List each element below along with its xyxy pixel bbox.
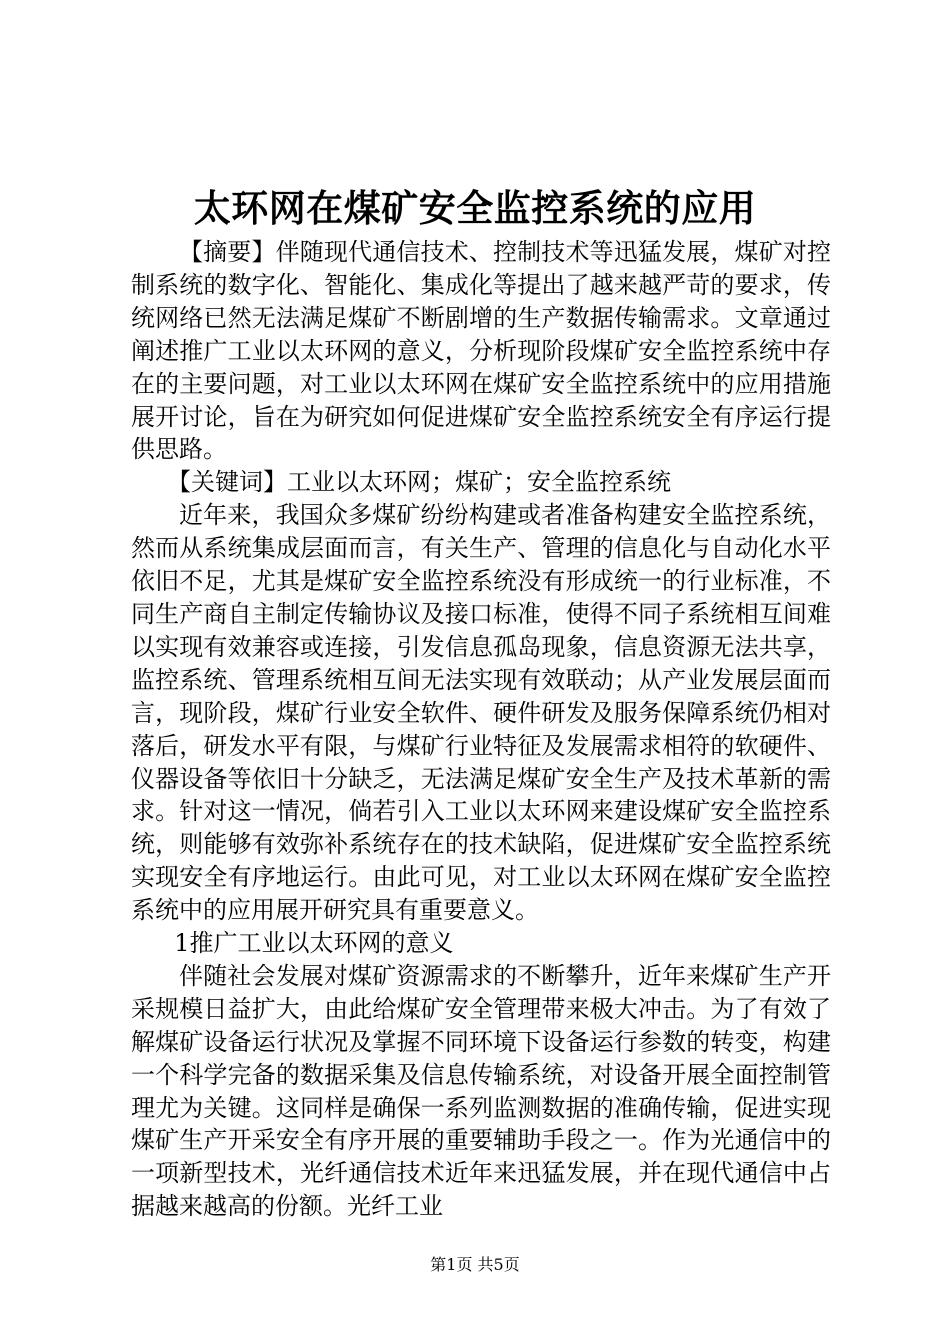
intro-paragraph: 近年来，我国众多煤矿纷纷构建或者准备构建安全监控系统，然而从系统集成层面而言，有关生产、管理的信息化与自动化水平依旧不足，尤其是煤矿安全监控系统没有形成统一的行业标准，不同生产商自主制定传输协议及接口标准，使得不同子系统相互间难以实现有效兼容或连接，引发信息孤岛现象，信息资源无法共享，监控系统、管理系统相互间无法实现有效联动；从产业发展层面而言，现阶段，煤矿行业安全软件、硬件研发及服务保障系统仍相对落后，研发水平有限，与煤矿行业特征及发展需求相符的软硬件、仪器设备等依旧十分缺乏，无法满足煤矿安全生产及技术革新的需求。针对这一情况，倘若引入工业以太环网来建设煤矿安全监控系统，则能够有效弥补系统存在的技术缺陷，促进煤矿安全监控系统实现安全有序地运行。由此可见，对工业以太环网在煤矿安全监控系统中的应用展开研究具有重要意义。 — [131, 501, 831, 925]
document-body — [131, 236, 831, 1223]
keywords-paragraph: 【关键词】工业以太环网；煤矿；安全监控系统 — [167, 468, 671, 497]
section-paragraph: 伴随社会发展对煤矿资源需求的不断攀升，近年来煤矿生产开采规模日益扩大，由此给煤矿安全管理带来极大冲击。为了有效了解煤矿设备运行状况及掌握不同环境下设备运行参数的转变，构建一个科学完备的数据采集及信息传输系统，对设备开展全面控制管理尤为关键。这同样是确保一系列监测数据的准确传输，促进实现煤矿生产开采安全有序开展的重要辅助手段之一。作为光通信中的一项新型技术，光纤通信技术近年来迅猛发展，并在现代通信中占据越来越高的份额。光纤工业 — [131, 961, 831, 1221]
section-heading: 1推广工业以太环网的意义 — [174, 929, 454, 958]
document-title: 太环网在煤矿安全监控系统的应用 — [193, 186, 757, 230]
page-footer: 第1页 共5页 — [430, 1255, 520, 1274]
abstract-paragraph: 【摘要】伴随现代通信技术、控制技术等迅猛发展，煤矿对控制系统的数字化、智能化、集成化等提出了越来越严苛的要求，传统网络已然无法满足煤矿不断剧增的生产数据传输需求。文章通过阐述推广工业以太环网的意义，分析现阶段煤矿安全监控系统中存在的主要问题，对工业以太环网在煤矿安全监控系统中的应用措施展开讨论，旨在为研究如何促进煤矿安全监控系统安全有序运行提供思路。 — [131, 238, 831, 464]
